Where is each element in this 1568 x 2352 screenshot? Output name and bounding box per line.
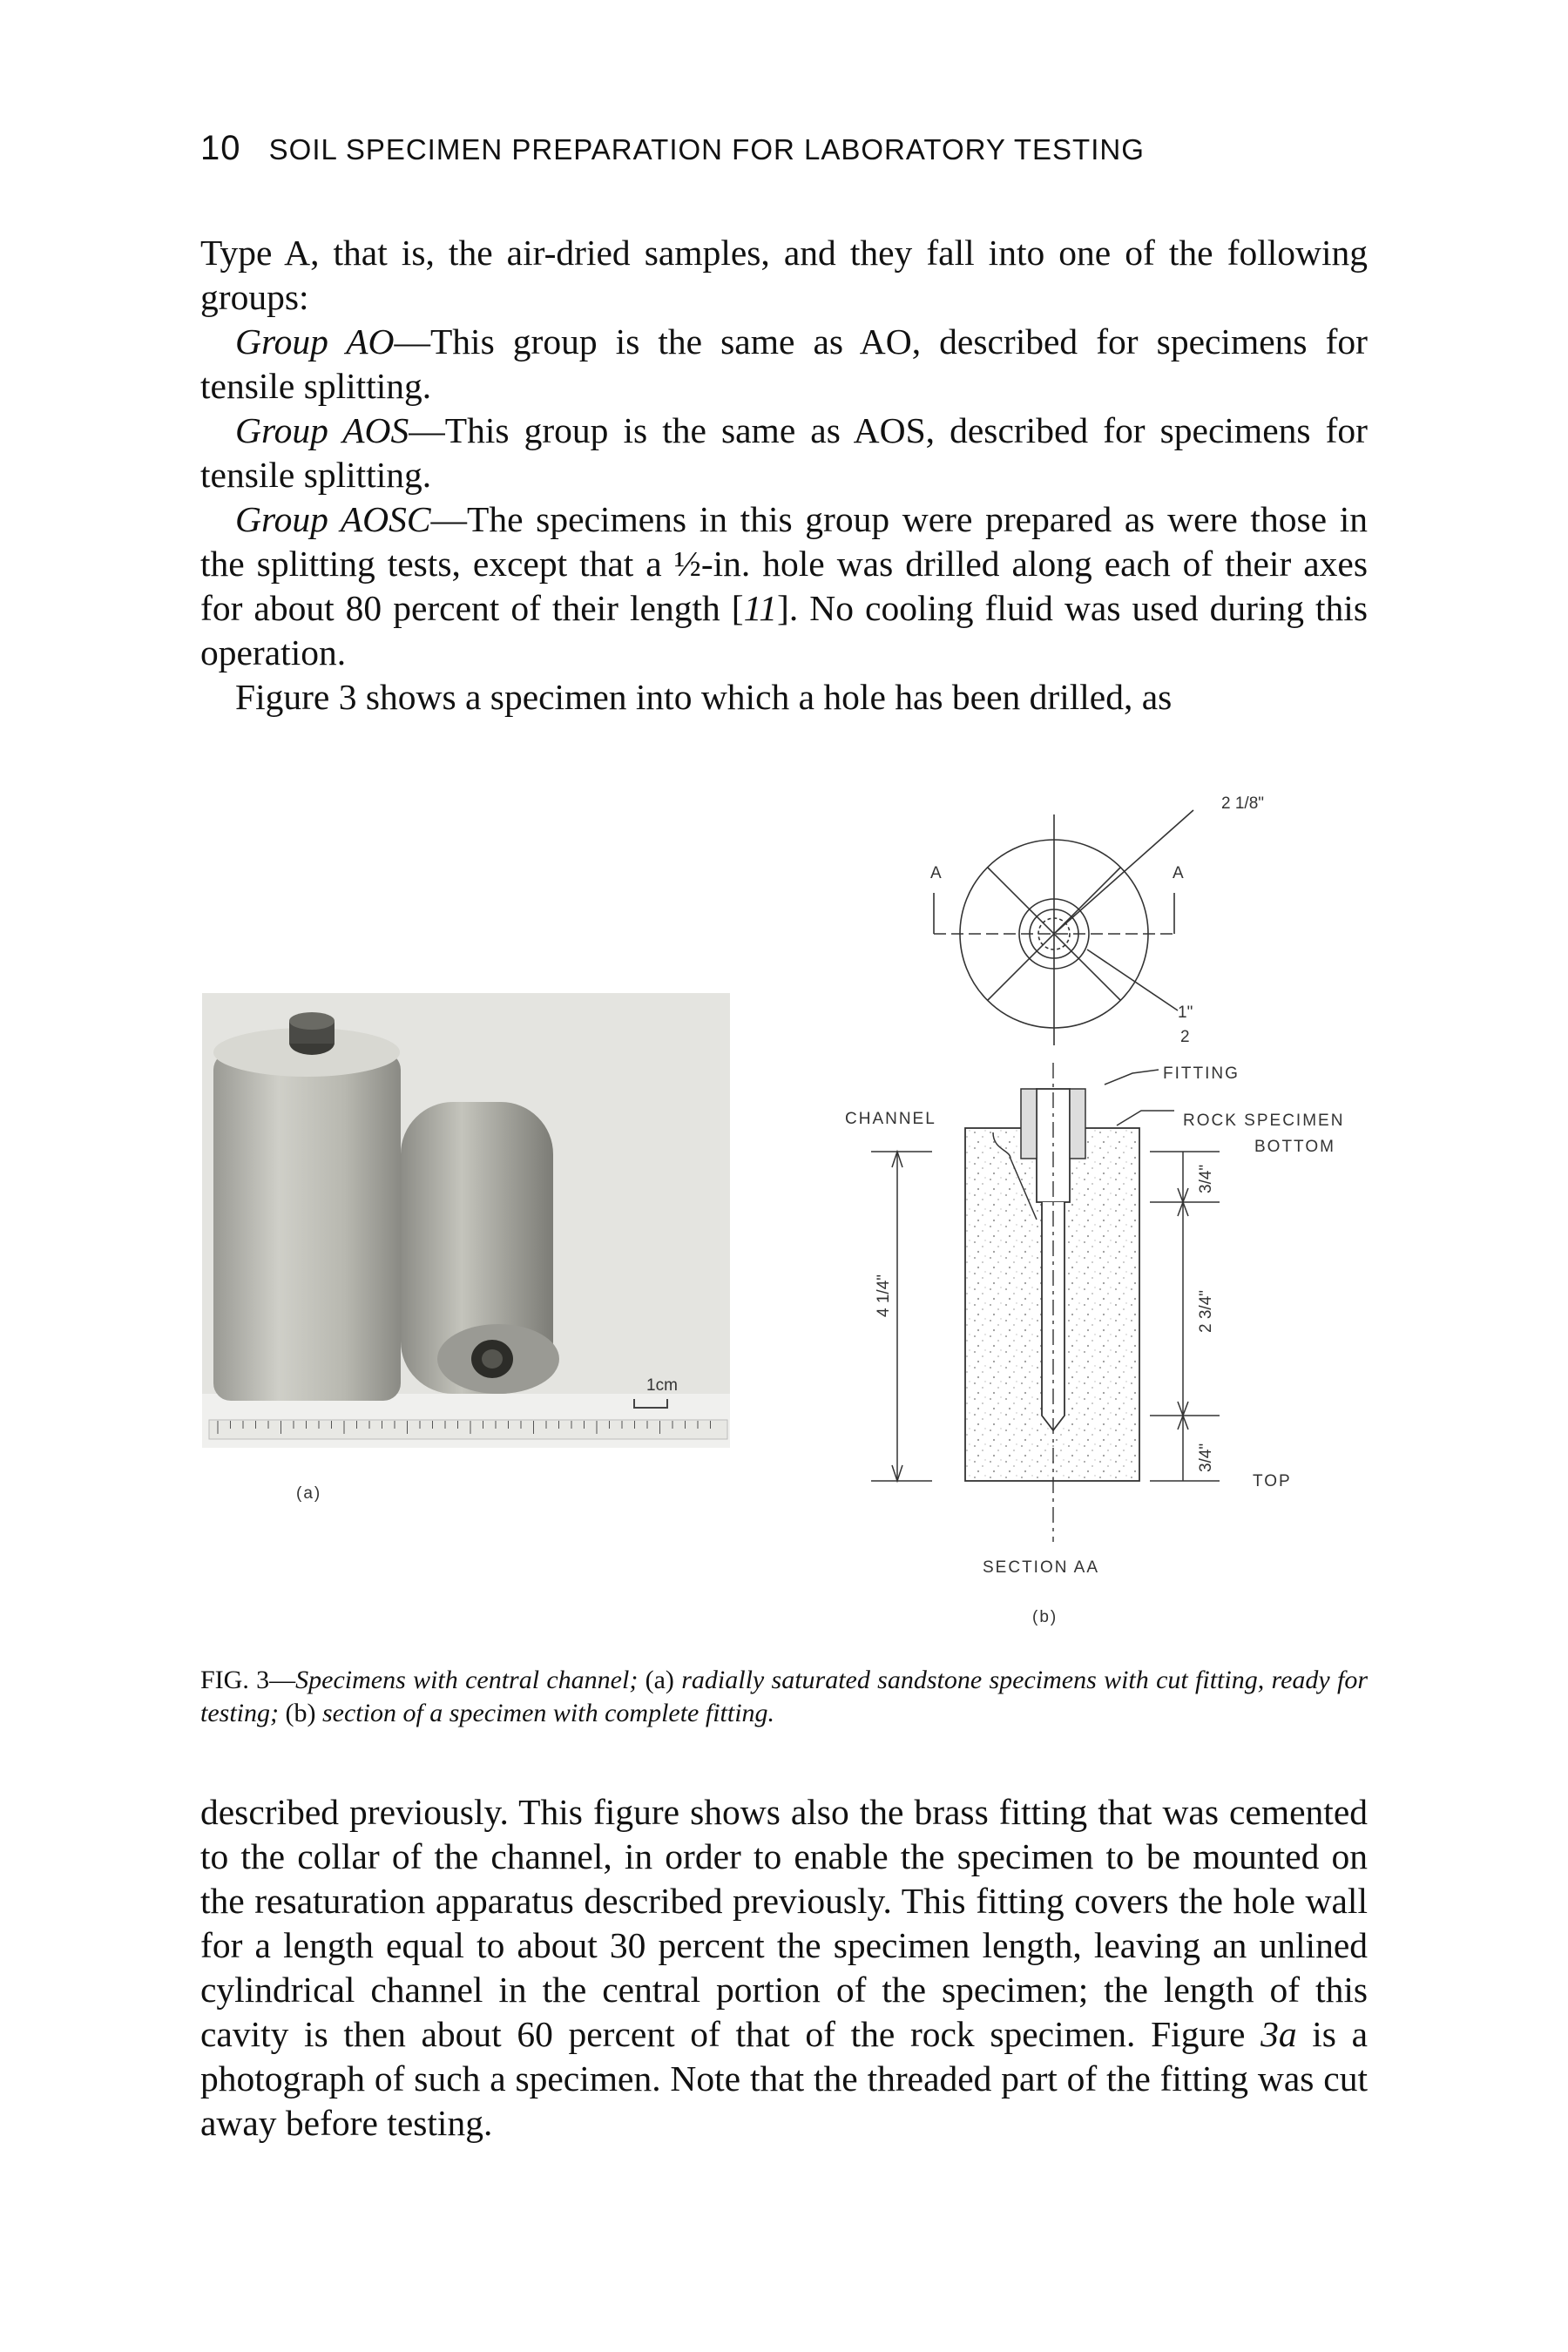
section-view	[871, 1063, 1220, 1542]
paragraph	[200, 1790, 1368, 2146]
specimen-photo	[202, 993, 730, 1503]
figure-caption	[200, 1664, 1368, 1730]
paragraph-text: described previously. This figure shows also the brass fitting that was cemented to the collar of the channel, in order to enable the specimen to be mounted on the resaturation apparatus described previously. This fitting covers the hole wall for a length equal to about 30 percent the specimen length, leaving an unlined cylindrical channel in the central portion of the specimen; the length of this cavity is then about 60 percent of that of the rock specimen. Figure	[200, 1792, 1368, 2054]
group-description: —This group is the same as AO, described for specimens for tensile splitting.	[200, 321, 1368, 406]
hole-label-num: 1"	[1178, 1004, 1193, 1022]
caption-lead: FIG. 3—	[200, 1666, 296, 1694]
caption-text: section of a specimen with complete fitting.	[321, 1699, 775, 1727]
dim-middle-label: 2 3/4"	[1197, 1289, 1215, 1333]
dim-lower-label: 3/4"	[1197, 1443, 1215, 1472]
diameter-label: 2 1/8"	[1221, 794, 1265, 813]
fitting-leader	[1105, 1070, 1159, 1085]
running-title: SOIL SPECIMEN PREPARATION FOR LABORATORY TESTING	[268, 133, 1145, 166]
height-total-label: 4 1/4"	[875, 1274, 893, 1317]
channel-label: CHANNEL	[845, 1110, 936, 1128]
group-description-end: ]. No cooling fluid was used during this operation.	[200, 588, 1368, 672]
caption-part-a: (a)	[645, 1666, 682, 1694]
fitting-thread	[1021, 1089, 1037, 1159]
fitting-label: FITTING	[1163, 1064, 1240, 1083]
page-number: 10	[200, 129, 241, 167]
group-label: Group AOSC	[235, 499, 431, 539]
caption-text: radially saturated sandstone specimens with cut fitting, ready for testing;	[200, 1666, 1369, 1727]
section-mark-a-right: A	[1173, 864, 1184, 882]
top-label: TOP	[1253, 1472, 1292, 1490]
fitting-thread	[1070, 1089, 1085, 1159]
group-label: Group AOS	[235, 410, 409, 450]
rock-leader	[1117, 1111, 1174, 1125]
section-label: SECTION AA	[983, 1558, 1100, 1577]
panel-label-a: (a)	[296, 1484, 322, 1503]
specimen-cylinder-left	[213, 1012, 401, 1401]
panel-label-b: (b)	[1032, 1608, 1058, 1626]
paragraph: Type A, that is, the air-dried samples, and they fall into one of the following groups:	[200, 233, 1368, 317]
rock-specimen-label: ROCK SPECIMEN	[1183, 1112, 1345, 1130]
scale-label: 1cm	[646, 1376, 678, 1395]
group-label: Group AO	[235, 321, 395, 362]
paragraph: Figure 3 shows a specimen into which a hole has been drilled, as	[235, 677, 1173, 717]
specimen-cylinder-right	[401, 1102, 559, 1394]
plan-view	[934, 810, 1193, 1045]
paragraph-text-end: is a photograph of such a specimen. Note that the threaded part of the fitting was cut away before testing.	[200, 2014, 1368, 2143]
hole-label-den: 2	[1180, 1028, 1190, 1046]
bottom-body-text	[200, 1790, 1368, 2146]
dim-upper-label: 3/4"	[1197, 1164, 1215, 1193]
figure-reference: 3a	[1260, 2014, 1297, 2054]
reference-number: 11	[743, 588, 778, 628]
group-description: —The specimens in this group were prepared as were those in the splitting tests, except that a ½-in. hole was drilled along each of their axes for about 80 percent of their length [	[200, 499, 1368, 628]
caption-part-b: (b)	[285, 1699, 322, 1727]
group-description: —This group is the same as AOS, described for specimens for tensile splitting.	[200, 410, 1368, 495]
caption-text: Specimens with central channel;	[295, 1666, 645, 1694]
section-mark-a-left: A	[930, 864, 942, 882]
bottom-label: BOTTOM	[1254, 1138, 1335, 1156]
